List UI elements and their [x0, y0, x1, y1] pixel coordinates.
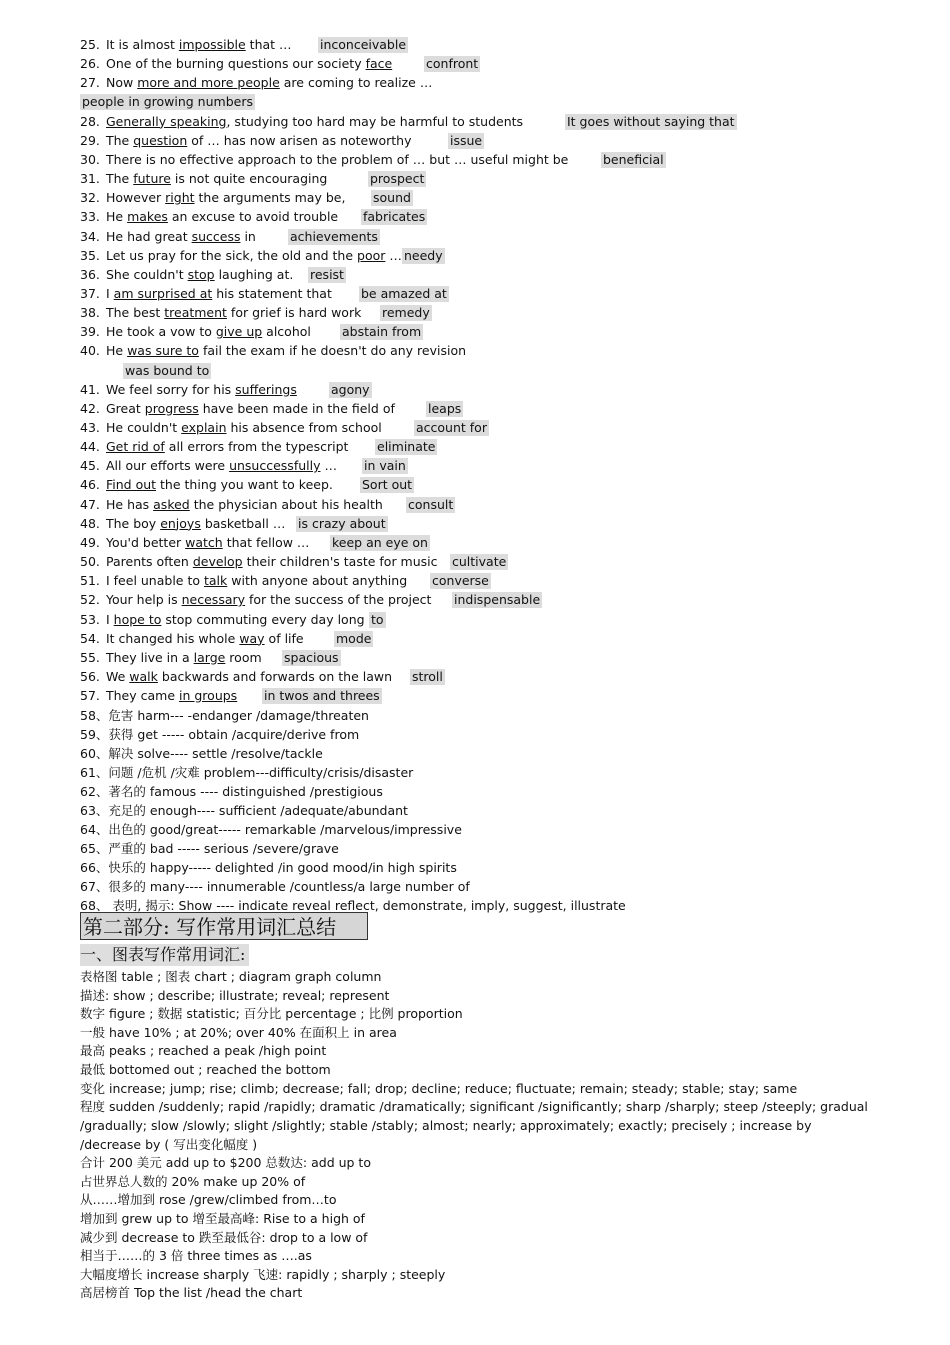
item-text: He couldn't [106, 420, 182, 435]
item-number: 50. [80, 554, 100, 570]
replacement-highlight: be amazed at [361, 285, 447, 301]
vocab-line: 表格图 table ; 图表 chart ; diagram graph column [80, 969, 382, 984]
item-underlined-phrase: makes [127, 209, 168, 225]
replacement-highlight: sound [373, 190, 411, 206]
item-underlined-phrase: way [239, 630, 265, 646]
item-number: 53. [80, 611, 100, 627]
exercise-line [80, 75, 432, 91]
exercise-line [80, 497, 383, 513]
replacement-highlight: prospect [370, 171, 425, 187]
item-number: 25. [80, 37, 100, 52]
item-underlined-phrase: in groups [179, 688, 238, 704]
item-text: for the success of the project [245, 592, 432, 608]
vocab-line: 数字 figure ; 数据 statistic; 百分比 percentage ; 比例 proportion [80, 1006, 463, 1022]
item-text: Parents often [106, 554, 193, 570]
item-number: 47. [80, 496, 100, 512]
item-number: 27. [80, 75, 100, 91]
item-text: that fellow … [222, 534, 310, 550]
item-underlined-phrase: stop [187, 266, 215, 282]
item-underlined-phrase: question [133, 132, 188, 148]
replacement-highlight: Sort out [362, 477, 413, 493]
item-number: 38. [80, 305, 100, 321]
synonym-line: 59、获得 get ----- obtain /acquire/derive from [80, 726, 360, 742]
vocab-line: 变化 increase; jump; rise; climb; decrease; fall; drop; decline; reduce; fluctuate; remain; steady; stable; stay; same [80, 1080, 798, 1096]
exercise-line [80, 458, 337, 474]
item-text: He [106, 343, 128, 359]
exercise-line [80, 324, 311, 340]
item-text: We feel sorry for his [106, 381, 236, 397]
item-underlined-phrase: Generally speaking [106, 113, 227, 129]
item-number: 31. [80, 171, 100, 187]
synonym-line: 66、快乐的 happy----- delighted /in good mood/in high spirits [80, 859, 457, 875]
exercise-line [80, 401, 395, 417]
section-title: 第二部分: 写作常用词汇总结 [80, 912, 368, 940]
replacement-highlight: inconceivable [320, 37, 407, 52]
item-number: 49. [80, 534, 100, 550]
item-underlined-phrase: watch [185, 534, 223, 550]
item-text: of … has now arisen as noteworthy [187, 132, 412, 148]
replacement-highlight: eliminate [377, 439, 436, 455]
vocab-line: 增加到 grew up to 增至最高峰: Rise to a high of [80, 1211, 365, 1226]
item-underlined-phrase: hope to [113, 611, 162, 627]
item-number: 45. [80, 458, 100, 474]
item-text: fail the exam if he doesn't do any revision [198, 343, 467, 359]
exercise-line [80, 305, 361, 321]
item-text: She couldn't [106, 266, 188, 282]
synonym-line: 60、解决 solve---- settle /resolve/tackle [80, 745, 323, 761]
item-number: 30. [80, 151, 100, 167]
item-number: 46. [80, 477, 100, 493]
item-underlined-phrase: Find out [106, 477, 157, 493]
vocab-line: 最高 peaks ; reached a peak /high point [80, 1043, 327, 1059]
item-underlined-phrase: treatment [164, 305, 227, 321]
replacement-highlight: It goes without saying that [567, 113, 735, 129]
item-underlined-phrase: am surprised at [113, 285, 213, 301]
item-underlined-phrase: face [365, 56, 393, 72]
item-number: 26. [80, 56, 100, 72]
item-text: He has [106, 496, 154, 512]
vocab-line: 程度 sudden /suddenly; rapid /rapidly; dramatic /dramatically; significant /significantly; sharp /sharply; steep /steeply; gradual /gradually; slow /slowly; slight /slightly; stable /stably; almost; nearly; approximately; exactly; precisely ; increase by /decrease by ( 写出变化幅度 ) [80, 1099, 868, 1153]
item-text: is not quite encouraging [170, 171, 328, 187]
exercise-line [80, 516, 285, 532]
exercise-line [80, 573, 407, 589]
replacement-highlight: resist [310, 266, 344, 282]
exercise-line [80, 248, 402, 264]
replacement-highlight: to [371, 611, 384, 627]
vocab-line: 相当于……的 3 倍 three times as ….as [80, 1248, 312, 1264]
replacement-highlight: keep an eye on [332, 534, 428, 550]
item-number: 51. [80, 573, 100, 589]
item-underlined-phrase: more and more people [137, 75, 280, 91]
item-text: He [106, 209, 128, 225]
item-text: that … [245, 37, 292, 52]
item-underlined-phrase: give up [215, 324, 263, 340]
item-number: 54. [80, 630, 100, 646]
item-text: basketball … [200, 515, 286, 531]
item-text: for grief is hard work [226, 305, 362, 321]
item-text: However [106, 190, 166, 206]
item-underlined-phrase: explain [181, 420, 227, 435]
item-text: He took a vow to [106, 324, 216, 340]
item-number: 28. [80, 113, 100, 129]
item-number: 43. [80, 420, 100, 435]
exercise-line [80, 190, 345, 206]
item-underlined-phrase: progress [144, 400, 199, 416]
item-text: Let us pray for the sick, the old and the [106, 247, 358, 263]
item-underlined-phrase: walk [129, 668, 158, 684]
vocab-line: 描述: show ; describe; illustrate; reveal; represent [80, 987, 390, 1003]
item-number: 33. [80, 209, 100, 225]
synonym-line: 62、著名的 famous ---- distinguished /prestigious [80, 783, 383, 799]
item-text: You'd better [106, 534, 186, 550]
item-text: It changed his whole [106, 630, 240, 646]
replacement-highlight: achievements [290, 228, 378, 244]
item-text: with anyone about anything [227, 573, 408, 589]
replacement-highlight: indispensable [454, 592, 541, 608]
exercise-line [80, 535, 309, 551]
replacement-highlight: spacious [284, 649, 339, 665]
exercise-line [80, 114, 523, 130]
item-text: are coming to realize … [279, 75, 433, 91]
replacement-highlight: issue [450, 132, 483, 148]
subsection-title: 一、图表写作常用词汇: [80, 944, 249, 966]
vocab-line: 一般 have 10% ; at 20%; over 40% 在面积上 in area [80, 1024, 397, 1040]
item-underlined-phrase: right [165, 190, 195, 206]
item-number: 42. [80, 400, 100, 416]
replacement-highlight: remedy [382, 305, 430, 321]
exercise-line [80, 286, 332, 302]
item-text: … but … useful might be [408, 151, 569, 167]
replacement-highlight: cultivate [452, 554, 507, 570]
item-underlined-phrase: success [191, 228, 241, 244]
replacement-highlight: mode [336, 630, 372, 646]
exercise-line [80, 669, 392, 685]
item-text: all errors from the typescript [164, 439, 349, 455]
vocab-line: 合计 200 美元 add up to $200 总数达: add up to [80, 1155, 371, 1171]
replacement-highlight: consult [408, 496, 454, 512]
synonym-line: 65、严重的 bad ----- serious /severe/grave [80, 840, 339, 856]
item-text: They came [106, 688, 179, 704]
item-underlined-phrase: future [133, 171, 171, 187]
exercise-line [80, 133, 411, 149]
exercise-line [80, 592, 431, 608]
exercise-line [80, 612, 365, 628]
exercise-line [80, 343, 466, 359]
exercise-line [80, 420, 382, 436]
replacement-highlight: was bound to [125, 362, 210, 378]
item-number: 48. [80, 515, 100, 531]
replacement-highlight: people in growing numbers [82, 94, 253, 110]
item-text: The [106, 171, 134, 187]
exercise-line [80, 209, 338, 225]
vocab-line: 占世界总人数的 20% make up 20% of [80, 1173, 306, 1189]
item-text: their children's taste for music [242, 554, 438, 570]
item-number: 55. [80, 649, 100, 665]
item-text: I [106, 611, 114, 627]
item-number: 52. [80, 592, 100, 608]
item-text: He had great [106, 228, 192, 244]
item-number: 29. [80, 132, 100, 148]
synonym-line: 63、充足的 enough---- sufficient /adequate/abundant [80, 802, 408, 818]
item-text: The [106, 132, 134, 148]
exercise-line [80, 37, 292, 53]
item-text: stop commuting every day long [161, 611, 365, 627]
replacement-highlight: in vain [364, 458, 406, 474]
item-underlined-phrase: impossible [178, 37, 246, 52]
item-number: 40. [80, 343, 100, 359]
item-text: room [225, 649, 262, 665]
item-number: 32. [80, 190, 100, 206]
exercise-line [80, 631, 304, 647]
item-underlined-phrase: necessary [181, 592, 246, 608]
exercise-line [80, 267, 293, 283]
replacement-highlight: beneficial [603, 151, 664, 167]
item-text: One of the burning questions our society [106, 56, 366, 72]
replacement-highlight: confront [426, 56, 479, 72]
item-number: 39. [80, 324, 100, 340]
item-text: in [240, 228, 256, 244]
item-number: 36. [80, 266, 100, 282]
exercise-line [80, 439, 348, 455]
replacement-highlight: fabricates [363, 209, 426, 225]
item-text: an excuse to avoid trouble [167, 209, 339, 225]
exercise-line [80, 152, 568, 168]
replacement-highlight: stroll [412, 668, 443, 684]
item-text: the arguments may be, [194, 190, 346, 206]
exercise-line [80, 382, 297, 398]
item-text: of life [264, 630, 304, 646]
exercise-line [80, 554, 438, 570]
item-text: alcohol [262, 324, 311, 340]
item-text: Now [106, 75, 138, 91]
exercise-line [80, 56, 392, 72]
vocab-line: 减少到 decrease to 跌至最低谷: drop to a low of [80, 1229, 368, 1245]
item-number: 34. [80, 228, 100, 244]
exercise-line [80, 688, 237, 704]
item-text: the physician about his health [189, 496, 383, 512]
item-text: We [106, 668, 130, 684]
item-text: Your help is [106, 592, 182, 608]
item-number: 56. [80, 668, 100, 684]
item-text: All our efforts were [106, 458, 230, 474]
item-text: The boy [106, 515, 161, 531]
item-text: There is no effective approach to the problem of [106, 151, 409, 167]
item-text: Great [106, 400, 145, 416]
item-underlined-phrase: develop [192, 554, 243, 570]
item-number: 41. [80, 381, 100, 397]
item-text: his statement that [212, 285, 332, 301]
exercise-line [80, 650, 262, 666]
item-text: his absence from school [226, 420, 382, 435]
item-number: 35. [80, 247, 100, 263]
item-text: I feel unable to [106, 573, 204, 589]
item-number: 37. [80, 285, 100, 301]
replacement-highlight: leaps [428, 400, 462, 416]
item-number: 44. [80, 439, 100, 455]
replacement-highlight: in twos and threes [264, 688, 380, 704]
exercise-line [80, 477, 333, 493]
item-text: I [106, 285, 114, 301]
item-underlined-phrase: enjoys [160, 515, 201, 531]
exercise-line [80, 171, 327, 187]
item-text: It is almost [106, 37, 179, 52]
synonym-line: 64、出色的 good/great----- remarkable /marvelous/impressive [80, 821, 462, 837]
item-underlined-phrase: sufferings [235, 381, 297, 397]
item-text: have been made in the field of [198, 400, 395, 416]
item-underlined-phrase: asked [153, 496, 190, 512]
item-text: … [385, 247, 402, 263]
item-text: They live in a [106, 649, 194, 665]
item-underlined-phrase: large [193, 649, 226, 665]
synonym-line: 68、 表明, 揭示: Show ---- indicate reveal reflect, demonstrate, imply, suggest, illustrate [80, 897, 626, 913]
item-number: 57. [80, 688, 100, 704]
replacement-highlight: abstain from [342, 324, 422, 340]
synonym-line: 61、问题 /危机 /灾难 problem---difficulty/crisis/disaster [80, 764, 414, 780]
item-underlined-phrase: was sure to [127, 343, 199, 359]
synonym-line: 67、很多的 many---- innumerable /countless/a large number of [80, 878, 470, 894]
exercise-line [80, 229, 256, 245]
vocab-line: 从……增加到 rose /grew/climbed from…to [80, 1192, 337, 1208]
item-text: backwards and forwards on the lawn [157, 668, 393, 684]
item-text: , studying too hard may be harmful to students [226, 113, 524, 129]
item-underlined-phrase: Get rid of [106, 439, 165, 455]
replacement-highlight: converse [432, 573, 489, 589]
vocab-line: 最低 bottomed out ; reached the bottom [80, 1062, 331, 1077]
replacement-highlight: account for [416, 420, 487, 435]
replacement-highlight: is crazy about [298, 515, 386, 531]
replacement-highlight: agony [331, 381, 370, 397]
item-text: laughing at. [214, 266, 294, 282]
item-text: the thing you want to keep. [156, 477, 333, 493]
item-underlined-phrase: poor [357, 247, 386, 263]
replacement-highlight: needy [404, 247, 443, 263]
item-text: … [320, 458, 337, 474]
vocab-line: 高居榜首 Top the list /head the chart [80, 1285, 303, 1301]
item-text: The best [106, 305, 165, 321]
vocab-line: 大幅度增长 increase sharply 飞速: rapidly ; sharply ; steeply [80, 1266, 446, 1282]
item-underlined-phrase: talk [204, 573, 228, 589]
item-underlined-phrase: unsuccessfully [229, 458, 321, 474]
synonym-line: 58、危害 harm--- -endanger /damage/threaten [80, 708, 369, 723]
